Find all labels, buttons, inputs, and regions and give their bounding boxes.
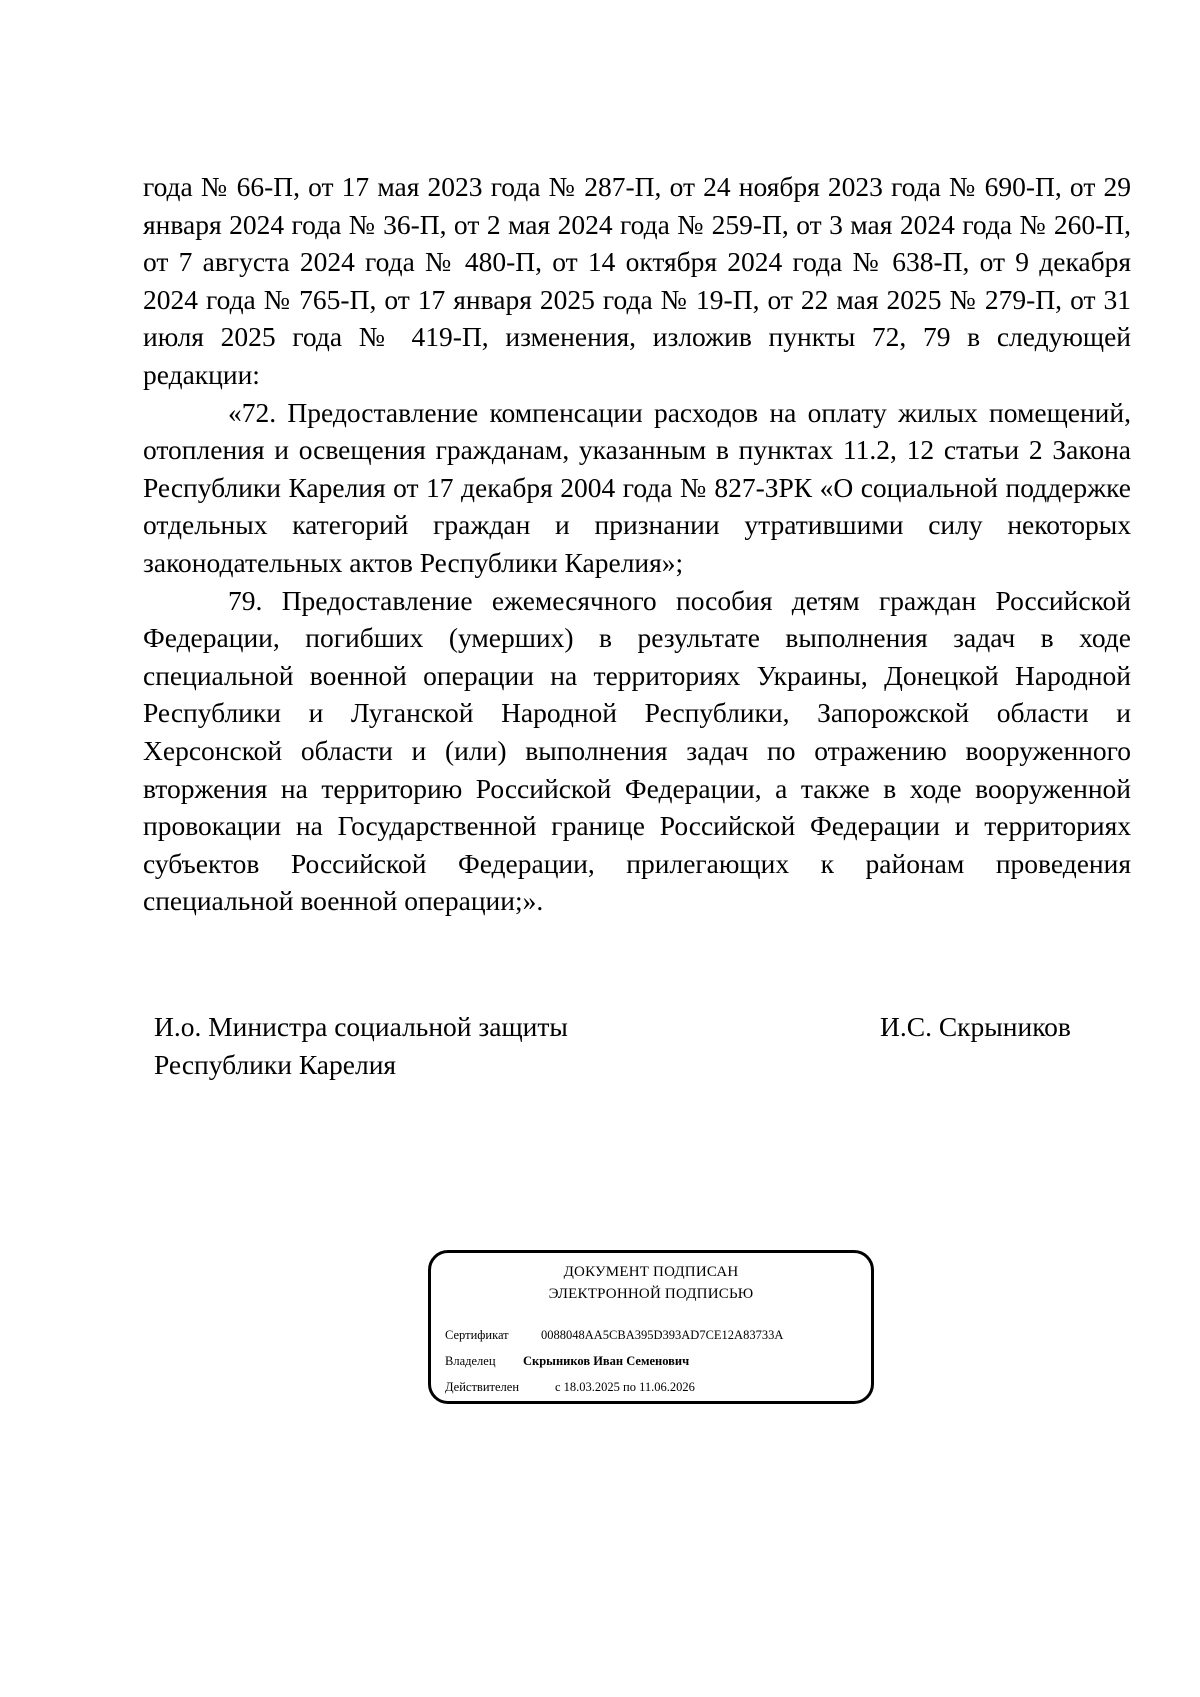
stamp-certificate-row bbox=[445, 1327, 783, 1343]
stamp-validity-row bbox=[445, 1379, 695, 1395]
stamp-title-line2: ЭЛЕКТРОННОЙ ПОДПИСЬЮ bbox=[548, 1286, 754, 1302]
stamp-owner-label: Владелец bbox=[445, 1354, 496, 1368]
stamp-title-line1: ДОКУМЕНТ ПОДПИСАН bbox=[563, 1264, 739, 1280]
paragraph-amendments-intro: года № 66-П, от 17 мая 2023 года № 287-П, от 24 ноября 2023 года № 690-П, от 29 января 2024 года № 36-П, от 2 мая 2024 года № 259-П, от 3 мая 2024 года № 260-П, от 7 августа 2024 года № 480-П, от 14 октября 2024 года № 638-П, от 9 декабря 2024 года № 765-П, от 17 января 2025 года № 19-П, от 22 мая 2025 № 279-П, от 31 июля 2025 года № 419-П, изменения, изложив пункты 72, 79 в следующей редакции: bbox=[143, 171, 1131, 390]
paragraph-item-79: 79. Предоставление ежемесячного пособия детям граждан Российской Федерации, погибших (умерших) в результате выполнения задач в ходе специальной военной операции на территориях Украины, Донецкой Народной Республики и Луганской Народной Республики, Запорожской области и Херсонской области и (или) выполнения задач по отражению вооруженного вторжения на территорию Российской Федерации, а также в ходе вооруженной провокации на Государственной границе Российской Федерации и территориях субъектов Российской Федерации, прилегающих к районам проведения специальной военной операции;». bbox=[143, 584, 1131, 917]
signatory-name: И.С. Скрыников bbox=[880, 1011, 1071, 1042]
signatory-position-line1: И.о. Министра социальной защиты bbox=[154, 1011, 568, 1042]
stamp-owner-value: Скрыников Иван Семенович bbox=[523, 1354, 690, 1368]
signatory-position bbox=[154, 1008, 674, 1084]
paragraph-item-72: «72. Предоставление компенсации расходов на оплату жилых помещений, отопления и освещения гражданам, указанным в пунктах 11.2, 12 статьи 2 Закона Республики Карелия от 17 декабря 2004 года № 827-ЗРК «О социальной поддержке отдельных категорий граждан и признании утратившими силу некоторых законодательных актов Республики Карелия»; bbox=[143, 396, 1131, 578]
stamp-validity-value: с 18.03.2025 по 11.06.2026 bbox=[555, 1380, 695, 1394]
stamp-owner-row bbox=[445, 1353, 689, 1369]
document-body bbox=[143, 168, 1131, 920]
stamp-certificate-label: Сертификат bbox=[445, 1328, 509, 1342]
stamp-certificate-value: 0088048AA5CBA395D393AD7CE12A83733A bbox=[541, 1328, 784, 1342]
stamp-validity-label: Действителен bbox=[445, 1380, 520, 1394]
electronic-signature-stamp bbox=[428, 1250, 874, 1404]
signatory-position-line2: Республики Карелия bbox=[154, 1049, 397, 1080]
